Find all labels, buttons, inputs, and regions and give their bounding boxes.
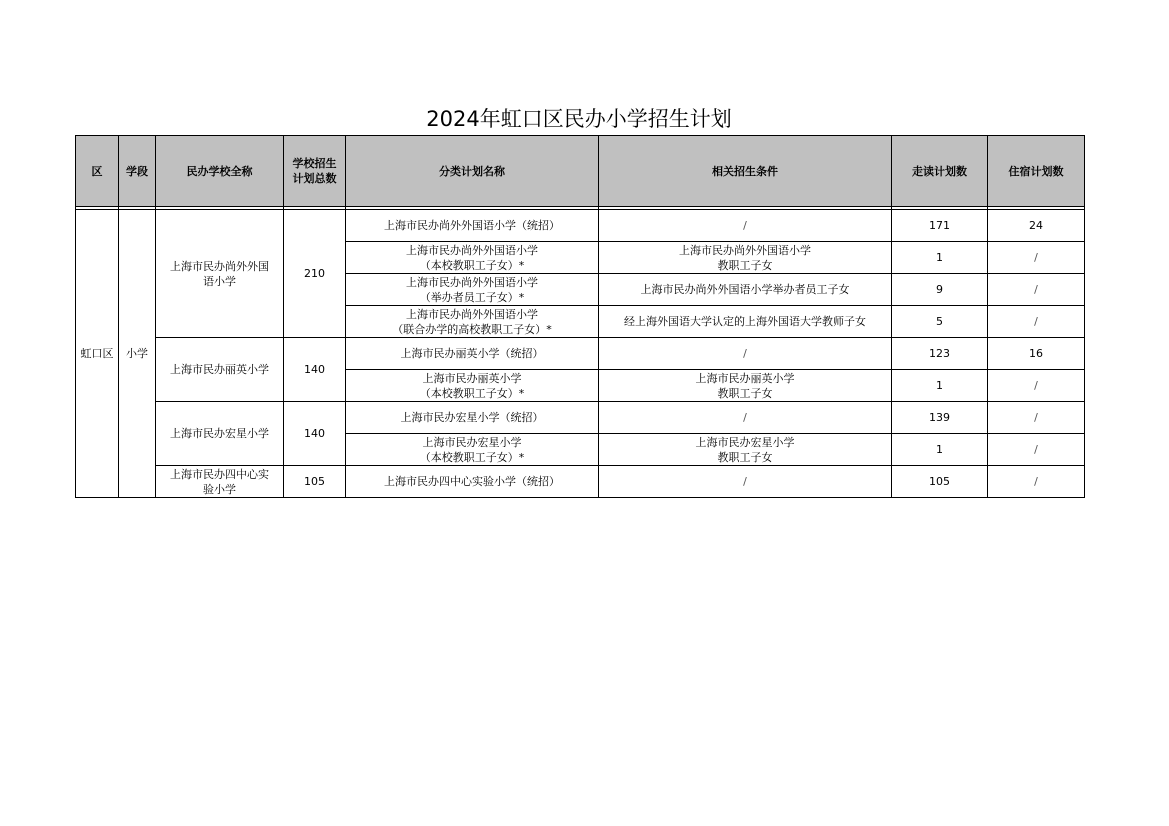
condition-cell: / xyxy=(599,210,892,242)
boarding-count-cell: / xyxy=(988,306,1085,338)
header-boarding-count: 住宿计划数 xyxy=(988,136,1085,207)
stage-cell: 小学 xyxy=(119,210,156,498)
table-row xyxy=(76,402,1085,434)
boarding-count-cell: 16 xyxy=(988,338,1085,370)
page-title: 2024年虹口区民办小学招生计划 xyxy=(426,107,732,131)
table-header-row xyxy=(76,136,1085,207)
boarding-count-cell: / xyxy=(988,370,1085,402)
category-cell: 上海市民办宏星小学 （本校教职工子女）* xyxy=(346,434,599,466)
school-name-cell: 上海市民办宏星小学 xyxy=(156,402,284,466)
day-count-cell: 9 xyxy=(892,274,988,306)
boarding-count-cell: 24 xyxy=(988,210,1085,242)
school-name-cell: 上海市民办丽英小学 xyxy=(156,338,284,402)
school-name-cell: 上海市民办四中心实 验小学 xyxy=(156,466,284,498)
table-row xyxy=(76,210,1085,242)
category-cell: 上海市民办丽英小学 （本校教职工子女）* xyxy=(346,370,599,402)
header-district: 区 xyxy=(76,136,119,207)
table-row xyxy=(76,338,1085,370)
category-cell: 上海市民办尚外外国语小学 （举办者员工子女）* xyxy=(346,274,599,306)
day-count-cell: 123 xyxy=(892,338,988,370)
condition-cell: / xyxy=(599,338,892,370)
condition-cell: 上海市民办丽英小学 教职工子女 xyxy=(599,370,892,402)
condition-cell: / xyxy=(599,466,892,498)
school-total-cell: 105 xyxy=(284,466,346,498)
boarding-count-cell: / xyxy=(988,434,1085,466)
boarding-count-cell: / xyxy=(988,402,1085,434)
table-row xyxy=(76,466,1085,498)
day-count-cell: 1 xyxy=(892,434,988,466)
condition-cell: 经上海外国语大学认定的上海外国语大学教师子女 xyxy=(599,306,892,338)
category-cell: 上海市民办尚外外国语小学（统招） xyxy=(346,210,599,242)
category-cell: 上海市民办四中心实验小学（统招） xyxy=(346,466,599,498)
category-cell: 上海市民办宏星小学（统招） xyxy=(346,402,599,434)
boarding-count-cell: / xyxy=(988,274,1085,306)
category-cell: 上海市民办丽英小学（统招） xyxy=(346,338,599,370)
header-school-name: 民办学校全称 xyxy=(156,136,284,207)
day-count-cell: 139 xyxy=(892,402,988,434)
header-day-count: 走读计划数 xyxy=(892,136,988,207)
school-total-cell: 140 xyxy=(284,402,346,466)
school-name-cell: 上海市民办尚外外国 语小学 xyxy=(156,210,284,338)
day-count-cell: 1 xyxy=(892,242,988,274)
school-total-cell: 140 xyxy=(284,338,346,402)
day-count-cell: 5 xyxy=(892,306,988,338)
day-count-cell: 1 xyxy=(892,370,988,402)
category-cell: 上海市民办尚外外国语小学 （本校教职工子女）* xyxy=(346,242,599,274)
day-count-cell: 171 xyxy=(892,210,988,242)
category-cell: 上海市民办尚外外国语小学 （联合办学的高校教职工子女）* xyxy=(346,306,599,338)
header-conditions: 相关招生条件 xyxy=(599,136,892,207)
header-category-name: 分类计划名称 xyxy=(346,136,599,207)
condition-cell: / xyxy=(599,402,892,434)
condition-cell: 上海市民办宏星小学 教职工子女 xyxy=(599,434,892,466)
header-stage: 学段 xyxy=(119,136,156,207)
boarding-count-cell: / xyxy=(988,466,1085,498)
condition-cell: 上海市民办尚外外国语小学 教职工子女 xyxy=(599,242,892,274)
enrollment-plan-table xyxy=(75,135,1085,498)
day-count-cell: 105 xyxy=(892,466,988,498)
school-total-cell: 210 xyxy=(284,210,346,338)
header-total-plan: 学校招生 计划总数 xyxy=(284,136,346,207)
boarding-count-cell: / xyxy=(988,242,1085,274)
district-cell: 虹口区 xyxy=(76,210,119,498)
condition-cell: 上海市民办尚外外国语小学举办者员工子女 xyxy=(599,274,892,306)
